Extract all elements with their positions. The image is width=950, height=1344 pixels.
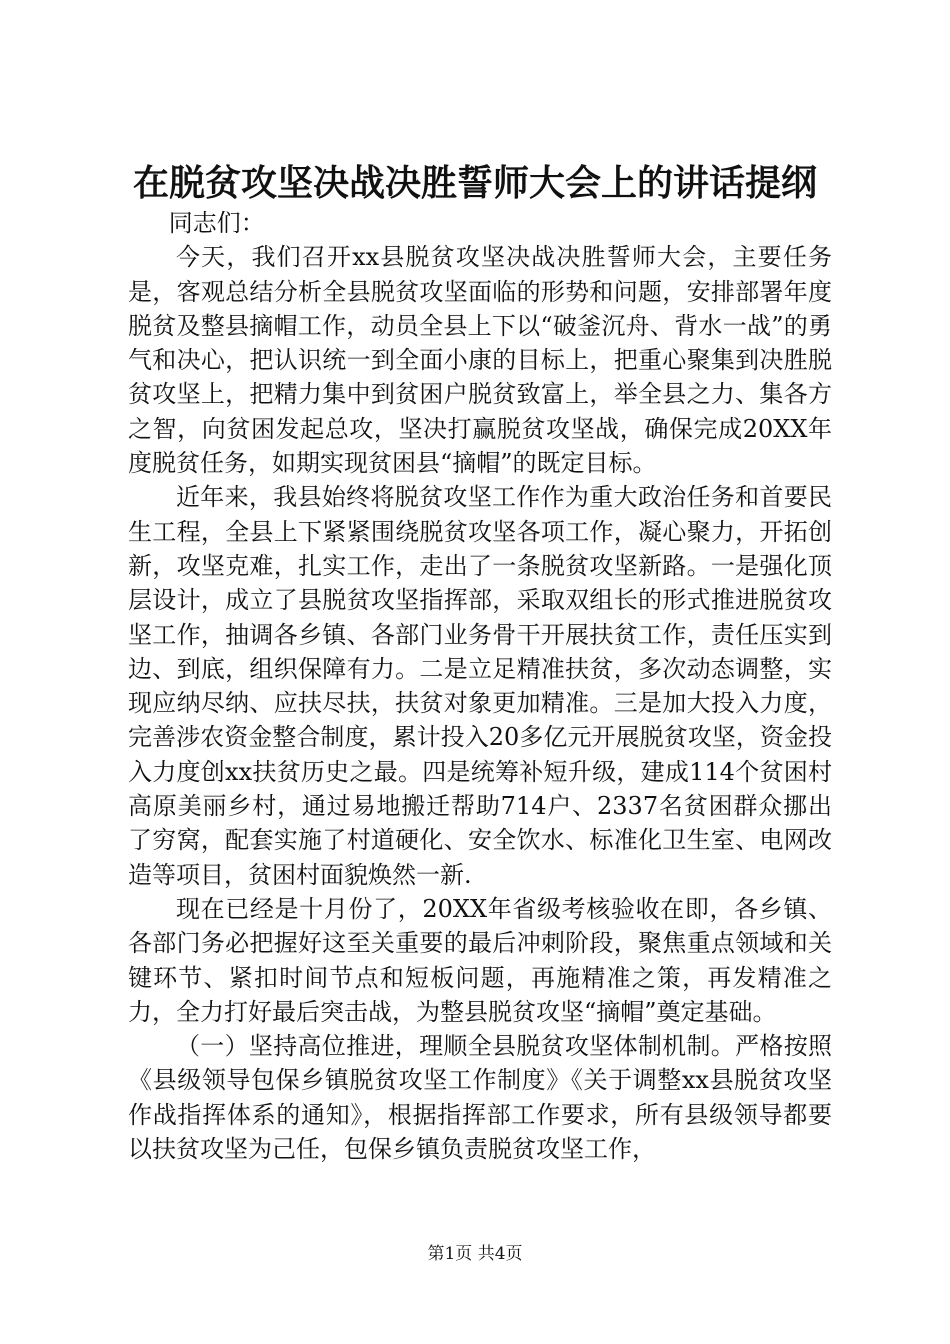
paragraph-achievements: 近年来，我县始终将脱贫攻坚工作作为重大政治任务和首要民生工程，全县上下紧紧围绕脱贫攻坚各项工作，凝心聚力，开拓创新，攻坚克难，扎实工作，走出了一条脱贫攻坚新路。一是强化顶层设计，成立了县脱贫攻坚指挥部，采取双组长的形式推进脱贫攻坚工作，抽调各乡镇、各部门业务骨干开展扶贫工作，责任压实到边、到底，组织保障有力。二是立足精准扶贫，多次动态调整，实现应纳尽纳、应扶尽扶，扶贫对象更加精准。三是加大投入力度，完善涉农资金整合制度，累计投入20多亿元开展脱贫攻坚，资金投入力度创xx扶贫历史之最。四是统筹补短升级，建成114个贫困村高原美丽乡村，通过易地搬迁帮助714户、2337名贫困群众挪出了穷窝，配套实施了村道硬化、安全饮水、标准化卫生室、电网改造等项目，贫困村面貌焕然一新. xyxy=(128,483,832,889)
greeting: 同志们： xyxy=(168,209,265,237)
document-title: 在脱贫攻坚决战决胜誓师大会上的讲话提纲 xyxy=(132,162,817,204)
document-body xyxy=(128,206,832,1166)
paragraph-section-one: （一）坚持高位推进，理顺全县脱贫攻坚体制机制。严格按照《县级领导包保乡镇脱贫攻坚工作制度》《关于调整xx县脱贫攻坚作战指挥体系的通知》，根据指挥部工作要求，所有县级领导都要以扶贫攻坚为己任，包保乡镇负责脱贫攻坚工作， xyxy=(128,1032,832,1164)
page-footer: 第1页 共4页 xyxy=(427,1244,523,1264)
paragraph-current-task: 现在已经是十月份了，20XX年省级考核验收在即，各乡镇、各部门务必把握好这至关重要的最后冲刺阶段，聚焦重点领域和关键环节、紧扣时间节点和短板问题，再施精准之策，再发精准之力，全力打好最后突击战，为整县脱贫攻坚“摘帽”奠定基础。 xyxy=(128,894,832,1026)
paragraph-intro: 今天，我们召开xx县脱贫攻坚决战决胜誓师大会，主要任务是，客观总结分析全县脱贫攻坚面临的形势和问题，安排部署年度脱贫及整县摘帽工作，动员全县上下以“破釜沉舟、背水一战”的勇气和决心，把认识统一到全面小康的目标上，把重心聚集到决胜脱贫攻坚上，把精力集中到贫困户脱贫致富上，举全县之力、集各方之智，向贫困发起总攻，坚决打赢脱贫攻坚战，确保完成20XX年度脱贫任务，如期实现贫困县“摘帽”的既定目标。 xyxy=(128,243,832,478)
